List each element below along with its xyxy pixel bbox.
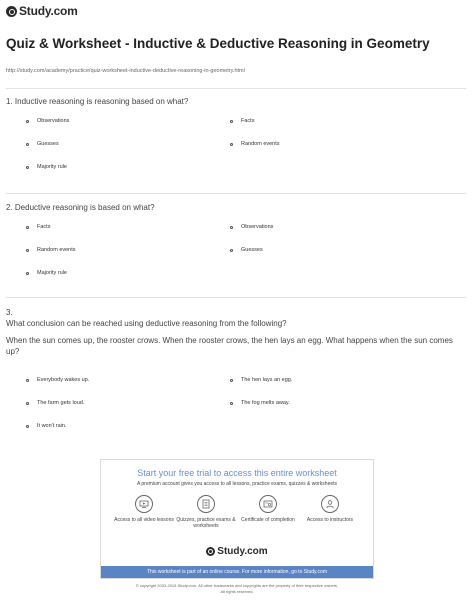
- brand-text: Study.com: [217, 546, 268, 557]
- option-label: Guesses: [241, 247, 263, 253]
- radio-button[interactable]: [26, 402, 29, 405]
- option-label: Facts: [37, 224, 51, 230]
- logo-text: Study.com: [19, 4, 78, 18]
- option-label: Guesses: [37, 141, 59, 147]
- radio-button[interactable]: [26, 120, 29, 123]
- promo-brand: [101, 546, 373, 557]
- feature-quizzes: [176, 495, 236, 529]
- feature-label: Quizzes, practice exams & worksheets: [176, 517, 236, 529]
- radio-button[interactable]: [26, 249, 29, 252]
- feature-label: Access to instructors: [306, 517, 354, 523]
- study-logo: [6, 4, 78, 18]
- study-logo-icon: [206, 547, 215, 556]
- option-label: Facts: [241, 118, 255, 124]
- q3-option-d[interactable]: [230, 400, 290, 406]
- promo-headline[interactable]: Start your free trial to access this entire worksheet: [137, 468, 337, 478]
- option-label: The fog melts away.: [241, 400, 290, 406]
- radio-button[interactable]: [26, 379, 29, 382]
- feature-label: Access to all video lessons: [114, 517, 174, 523]
- radio-button[interactable]: [26, 425, 29, 428]
- radio-button[interactable]: [26, 143, 29, 146]
- radio-button[interactable]: [230, 120, 233, 123]
- radio-button[interactable]: [230, 379, 233, 382]
- q1-option-d[interactable]: [230, 141, 280, 147]
- feature-label: Certificate of completion: [241, 517, 295, 523]
- option-label: Majority rule: [37, 164, 67, 170]
- q1-option-e[interactable]: [26, 164, 67, 170]
- question-3-passage: When the sun comes up, the rooster crows. When the rooster crows, the hen lays an egg. What happens when the sun comes up?: [6, 336, 453, 356]
- question-2-text: 2. Deductive reasoning is based on what?: [6, 203, 155, 212]
- q1-option-a[interactable]: [26, 118, 69, 124]
- option-label: Random events: [241, 141, 280, 147]
- q3-option-a[interactable]: [26, 377, 89, 383]
- q2-option-e[interactable]: [26, 270, 67, 276]
- divider: [6, 193, 466, 194]
- q3-option-e[interactable]: [26, 423, 66, 429]
- question-1-text: 1. Inductive reasoning is reasoning based on what?: [6, 97, 189, 106]
- rights-line: All rights reserved.: [220, 589, 254, 594]
- q1-option-b[interactable]: [230, 118, 254, 124]
- feature-list: [101, 495, 373, 529]
- divider: [6, 297, 466, 298]
- q2-option-b[interactable]: [230, 224, 273, 230]
- radio-button[interactable]: [230, 402, 233, 405]
- page-url: http://study.com/academy/practice/quiz-worksheet-inductive-deductive-reasoning-in-geometry.html: [6, 68, 245, 74]
- free-trial-promo[interactable]: [100, 459, 374, 579]
- option-label: Majority rule: [37, 270, 67, 276]
- radio-button[interactable]: [26, 166, 29, 169]
- option-label: The hen lays an egg.: [241, 377, 293, 383]
- q1-option-c[interactable]: [26, 141, 59, 147]
- copyright-line: © copyright 2003-2015 Study.com. All other trademarks and copyrights are the property of their respective owners.: [135, 583, 339, 588]
- radio-button[interactable]: [230, 143, 233, 146]
- option-label: Observations: [37, 118, 70, 124]
- feature-instructors: [300, 495, 360, 529]
- q3-option-b[interactable]: [230, 377, 292, 383]
- question-3-number: 3.: [6, 308, 13, 317]
- certificate-icon: [259, 495, 277, 513]
- video-icon: [135, 495, 153, 513]
- quiz-icon: [197, 495, 215, 513]
- page-title: Quiz & Worksheet - Inductive & Deductive Reasoning in Geometry: [6, 36, 430, 51]
- instructor-icon: [321, 495, 339, 513]
- feature-certificate: [238, 495, 298, 529]
- radio-button[interactable]: [230, 226, 233, 229]
- promo-info-bar[interactable]: This worksheet is part of an online course. For more information, go to Study.com: [101, 566, 373, 578]
- promo-subtext: A premium account gives you access to all lessons, practice exams, quizzes & worksheets: [136, 481, 338, 487]
- option-label: Observations: [241, 224, 274, 230]
- study-logo-icon: [6, 6, 17, 17]
- option-label: Random events: [37, 247, 76, 253]
- radio-button[interactable]: [26, 272, 29, 275]
- radio-button[interactable]: [26, 226, 29, 229]
- q3-option-c[interactable]: [26, 400, 84, 406]
- q2-option-c[interactable]: [26, 247, 76, 253]
- option-label: It won't rain.: [37, 423, 67, 429]
- feature-video-lessons: [114, 495, 174, 529]
- option-label: Everybody wakes up.: [37, 377, 90, 383]
- q2-option-d[interactable]: [230, 247, 263, 253]
- radio-button[interactable]: [230, 249, 233, 252]
- question-3-text: What conclusion can be reached using deductive reasoning from the following?: [6, 319, 287, 328]
- divider: [6, 88, 466, 89]
- q2-option-a[interactable]: [26, 224, 50, 230]
- copyright-footer: [0, 583, 474, 595]
- option-label: The farm gets loud.: [37, 400, 85, 406]
